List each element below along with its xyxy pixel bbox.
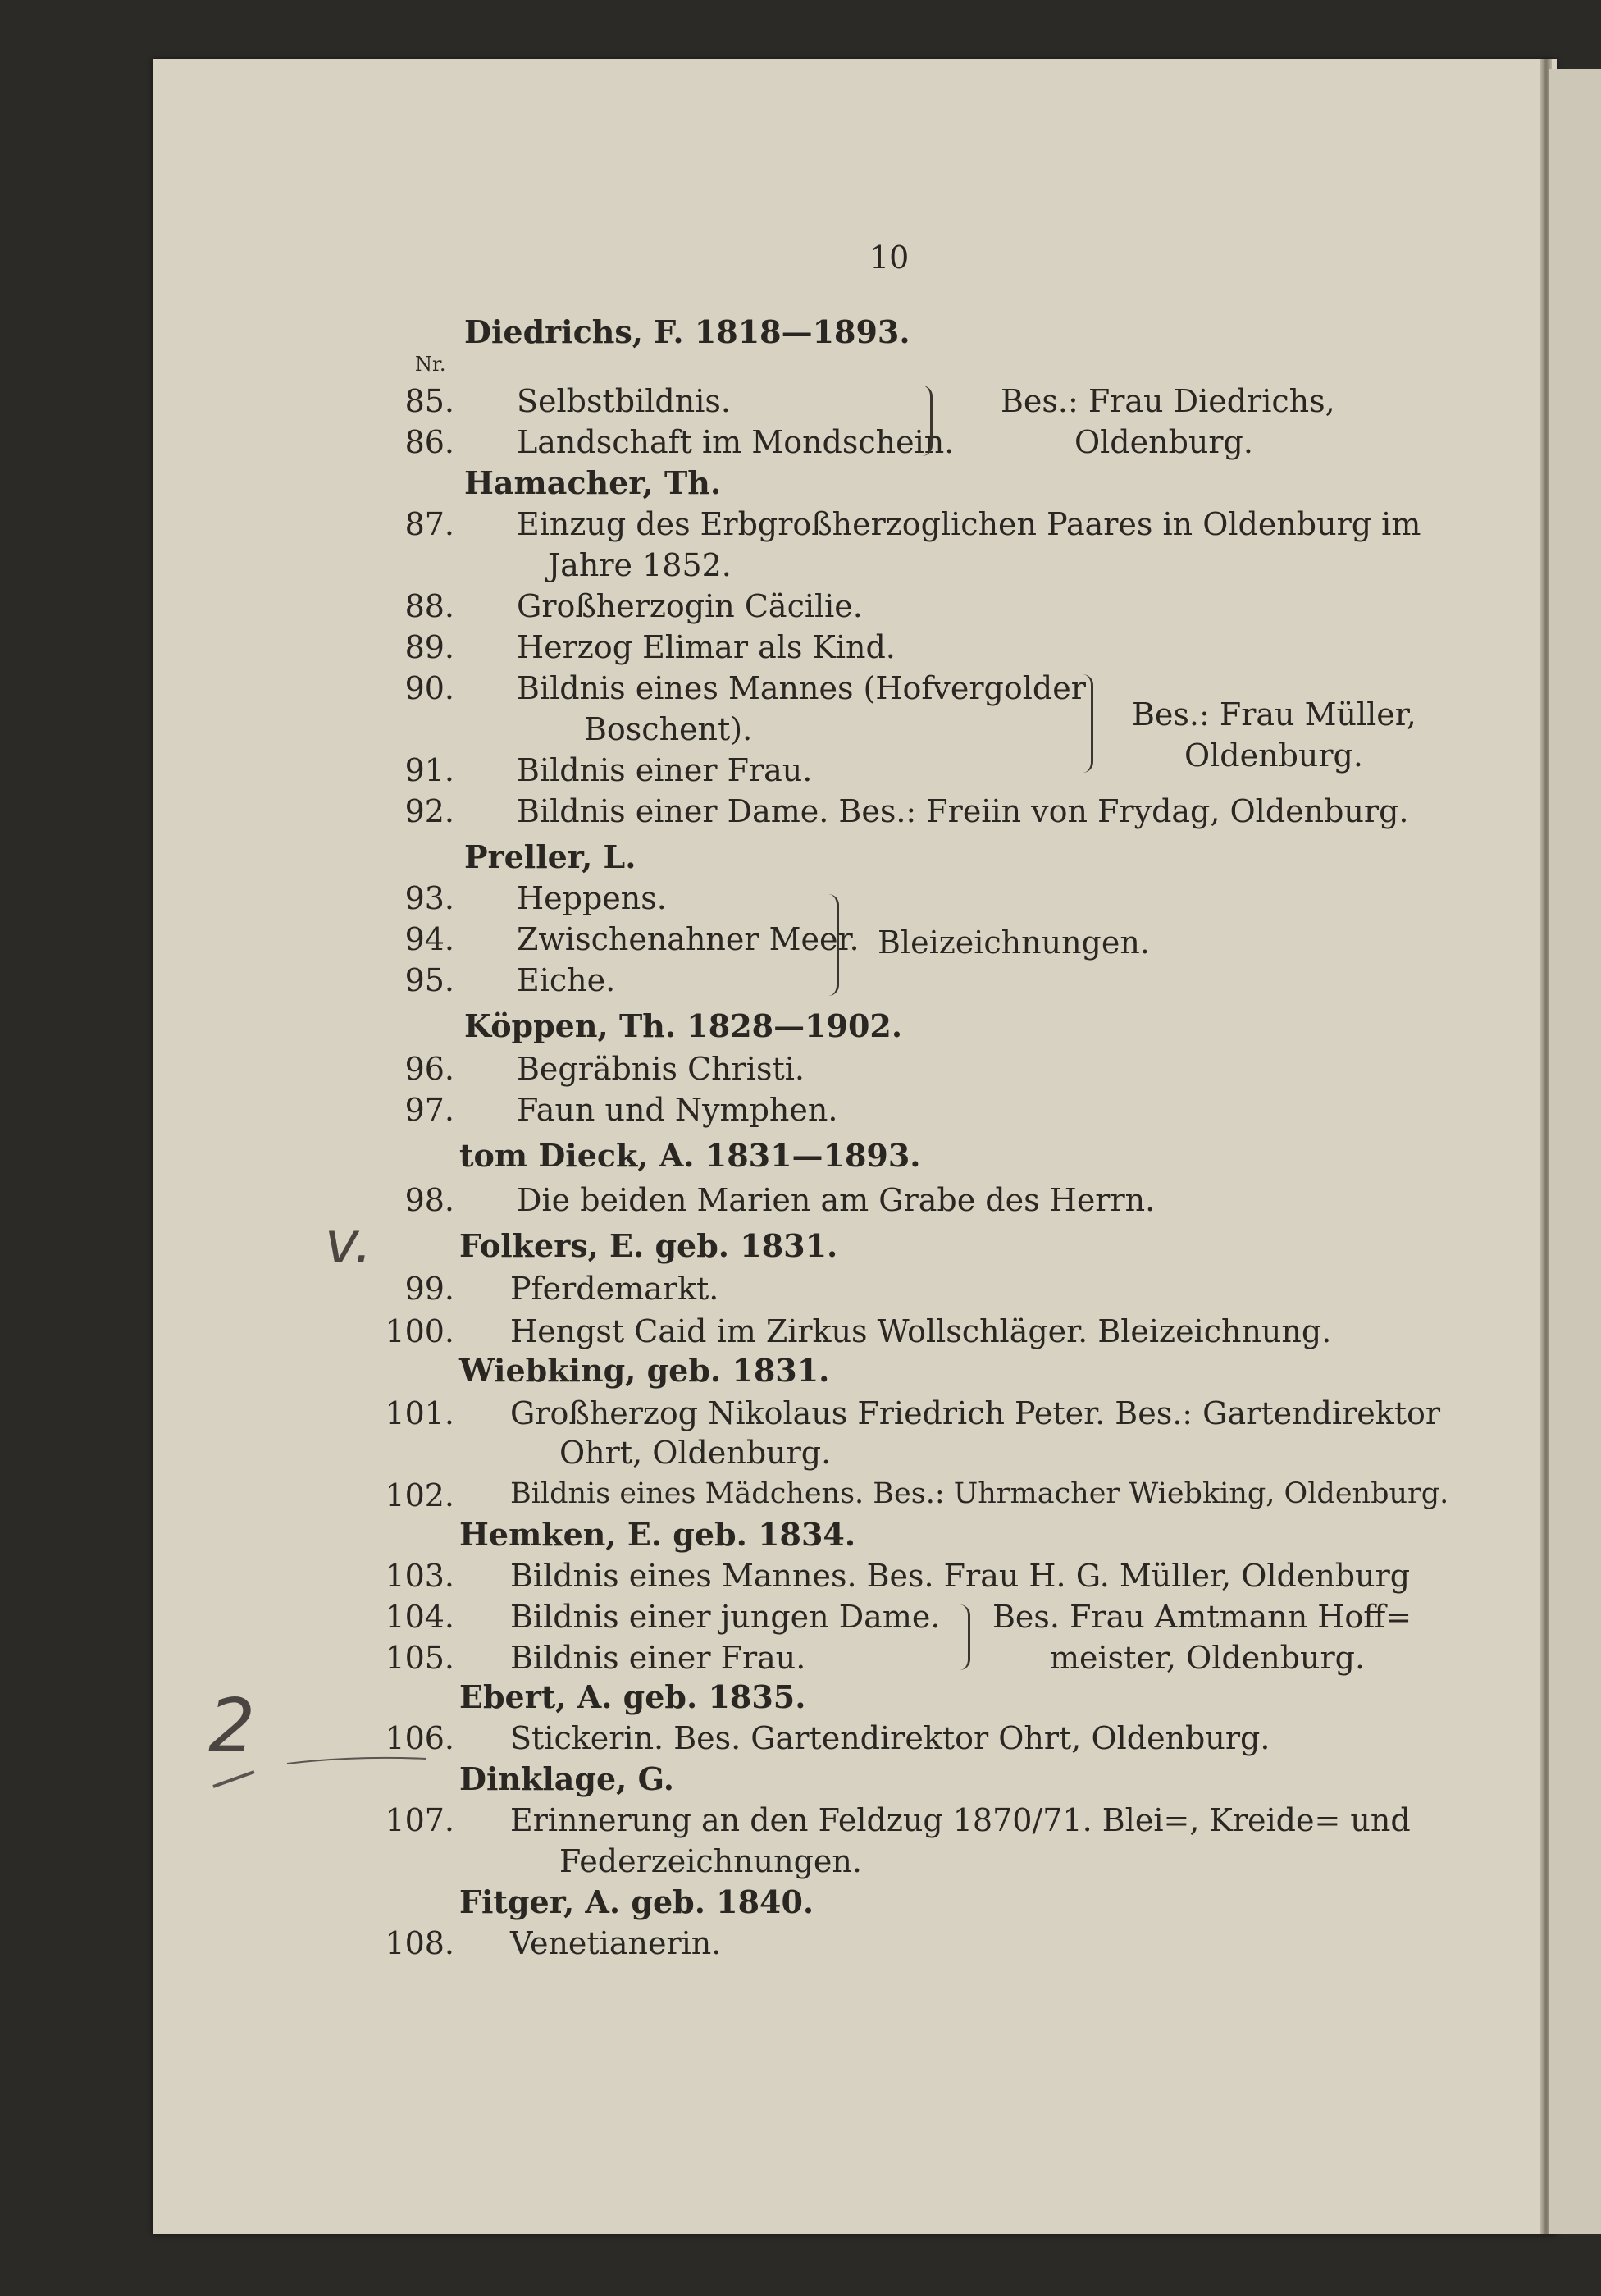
artist-heading: Diedrichs, F. 1818—1893. bbox=[464, 313, 910, 350]
owner-note: Bleizeichnungen. bbox=[878, 924, 1150, 961]
facing-page-edge bbox=[1549, 69, 1601, 2234]
entry-number: 100. bbox=[385, 1313, 454, 1349]
entry-title: Eiche. bbox=[517, 962, 616, 998]
page-number: 10 bbox=[869, 240, 910, 276]
artist-heading: Fitger, A. geb. 1840. bbox=[459, 1883, 814, 1920]
entry-title: Faun und Nymphen. bbox=[517, 1092, 838, 1128]
entry-number: 95. bbox=[404, 962, 454, 998]
entry-number: 98. bbox=[404, 1182, 454, 1218]
owner-note: Bes. Frau Amtmann Hoff= bbox=[992, 1599, 1412, 1635]
entry-title: Erinnerung an den Feldzug 1870/71. Blei=, Kreide= und bbox=[510, 1802, 1411, 1838]
pencil-stroke bbox=[205, 1747, 435, 1796]
entry-number: 103. bbox=[385, 1558, 454, 1594]
entry-title: Bildnis einer jungen Dame. bbox=[510, 1599, 941, 1635]
entry-number: 92. bbox=[404, 793, 454, 829]
artist-heading: Hemken, E. geb. 1834. bbox=[459, 1516, 856, 1553]
entry-title: Zwischenahner Meer. bbox=[517, 921, 860, 957]
entry-number: 97. bbox=[404, 1092, 454, 1128]
brace bbox=[960, 1604, 970, 1670]
entry-number: 89. bbox=[404, 629, 454, 665]
nr-label: Nr. bbox=[415, 353, 446, 376]
entry-number: 101. bbox=[385, 1395, 454, 1431]
entry-title-continued: Federzeichnungen. bbox=[559, 1843, 862, 1879]
artist-heading: Hamacher, Th. bbox=[464, 464, 722, 501]
entry-title: Bildnis einer Frau. bbox=[510, 1640, 806, 1676]
entry-title: Venetianerin. bbox=[510, 1925, 722, 1961]
entry-number: 99. bbox=[404, 1271, 454, 1307]
entry-number: 91. bbox=[404, 752, 454, 788]
entry-title: Herzog Elimar als Kind. bbox=[517, 629, 896, 665]
entry-title: Die beiden Marien am Grabe des Herrn. bbox=[517, 1182, 1156, 1218]
artist-heading: Wiebking, geb. 1831. bbox=[459, 1352, 830, 1389]
artist-heading: Folkers, E. geb. 1831. bbox=[459, 1227, 838, 1264]
entry-title: Bildnis eines Mannes (Hofvergolder bbox=[517, 670, 1086, 706]
entry-title: Einzug des Erbgroßherzoglichen Paares in Oldenburg im bbox=[517, 506, 1421, 542]
entry-number: 93. bbox=[404, 880, 454, 916]
entry-title: Großherzog Nikolaus Friedrich Peter. Bes.: Gartendirektor bbox=[510, 1395, 1441, 1431]
entry-title: Bildnis einer Frau. bbox=[517, 752, 813, 788]
entry-title: Begräbnis Christi. bbox=[517, 1051, 805, 1087]
entry-number: 105. bbox=[385, 1640, 454, 1676]
owner-note: meister, Oldenburg. bbox=[1050, 1640, 1366, 1676]
brace bbox=[1083, 674, 1093, 773]
brace bbox=[828, 894, 839, 996]
entry-number: 87. bbox=[404, 506, 454, 542]
artist-heading: Dinklage, G. bbox=[459, 1760, 674, 1797]
entry-number: 107. bbox=[385, 1802, 454, 1838]
entry-number: 94. bbox=[404, 921, 454, 957]
entry-title: Selbstbildnis. bbox=[517, 383, 731, 419]
entry-title: Hengst Caid im Zirkus Wollschläger. Bleizeichnung. bbox=[510, 1313, 1332, 1349]
artist-heading: Köppen, Th. 1828—1902. bbox=[464, 1007, 903, 1044]
entry-title: Heppens. bbox=[517, 880, 667, 916]
entry-number: 86. bbox=[404, 424, 454, 460]
entry-number: 96. bbox=[404, 1051, 454, 1087]
artist-heading: Preller, L. bbox=[464, 838, 636, 875]
artist-heading: tom Dieck, A. 1831—1893. bbox=[459, 1137, 921, 1174]
artist-heading: Ebert, A. geb. 1835. bbox=[459, 1678, 806, 1715]
owner-note: Oldenburg. bbox=[1074, 424, 1253, 460]
entry-number: 106. bbox=[385, 1720, 454, 1756]
entry-number: 108. bbox=[385, 1925, 454, 1961]
entry-title: Bildnis eines Mannes. Bes. Frau H. G. Müller, Oldenburg bbox=[510, 1558, 1411, 1594]
entry-title-continued: Ohrt, Oldenburg. bbox=[559, 1435, 832, 1471]
entry-number: 85. bbox=[404, 383, 454, 419]
pencil-note: 2 bbox=[208, 1683, 256, 1769]
entry-title: Landschaft im Mondschein. bbox=[517, 424, 955, 460]
entry-number: 104. bbox=[385, 1599, 454, 1635]
entry-title: Pferdemarkt. bbox=[510, 1271, 719, 1307]
owner-note: Oldenburg. bbox=[1184, 737, 1363, 774]
entry-title: Bildnis eines Mädchens. Bes.: Uhrmacher Wiebking, Oldenburg. bbox=[510, 1477, 1449, 1510]
pencil-note: v. bbox=[325, 1209, 372, 1276]
entry-title: Bildnis einer Dame. Bes.: Freiin von Frydag, Oldenburg. bbox=[517, 793, 1409, 829]
entry-title-continued: Jahre 1852. bbox=[548, 547, 732, 583]
entry-number: 102. bbox=[385, 1477, 454, 1513]
entry-title: Großherzogin Cäcilie. bbox=[517, 588, 863, 624]
entry-title: Stickerin. Bes. Gartendirektor Ohrt, Oldenburg. bbox=[510, 1720, 1270, 1756]
brace bbox=[922, 386, 933, 456]
entry-title-continued: Boschent). bbox=[584, 711, 753, 747]
entry-number: 88. bbox=[404, 588, 454, 624]
owner-note: Bes.: Frau Diedrichs, bbox=[1001, 383, 1335, 419]
entry-number: 90. bbox=[404, 670, 454, 706]
owner-note: Bes.: Frau Müller, bbox=[1132, 696, 1416, 733]
